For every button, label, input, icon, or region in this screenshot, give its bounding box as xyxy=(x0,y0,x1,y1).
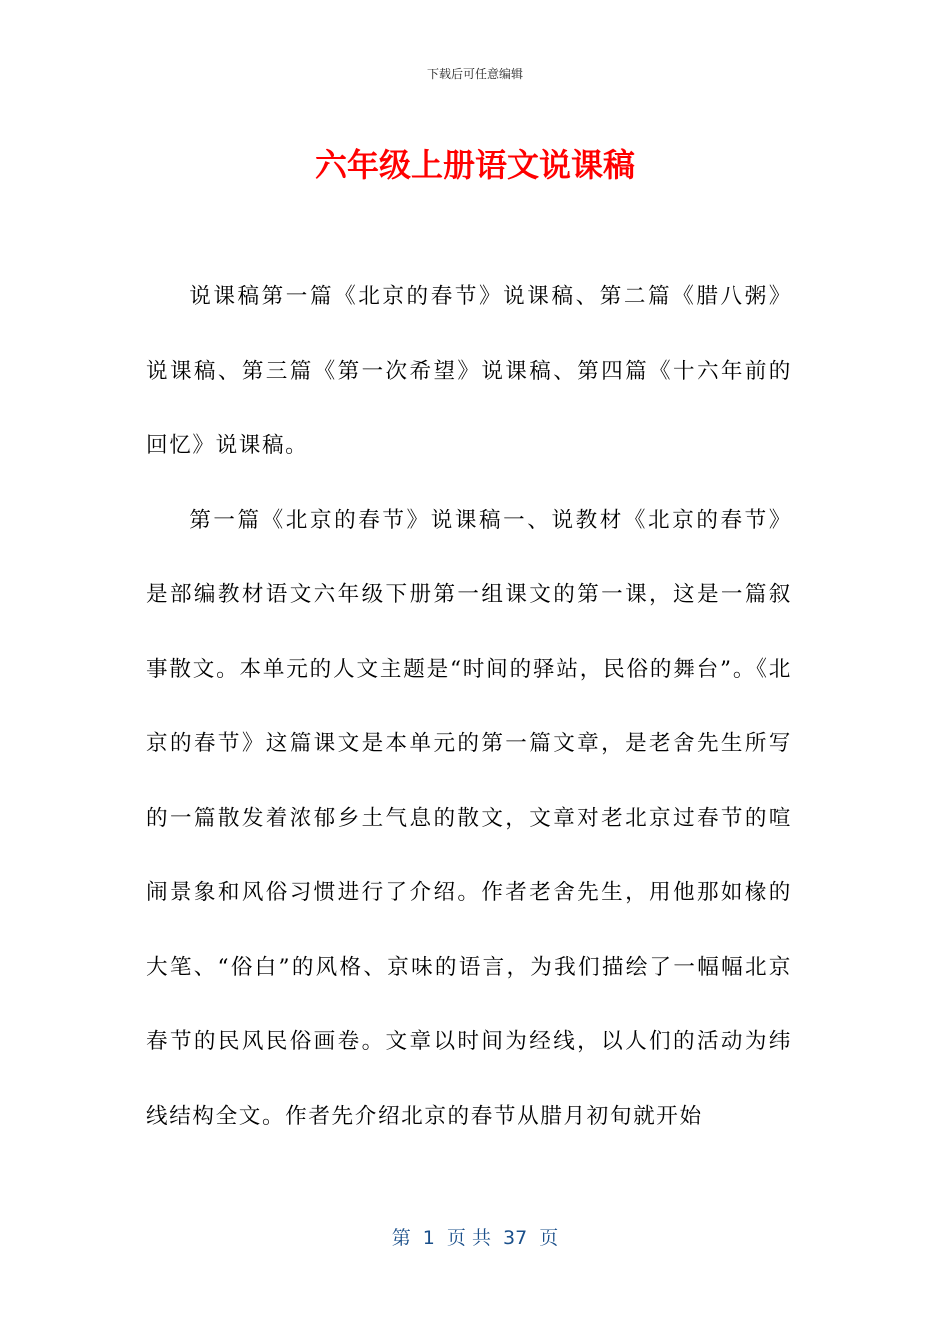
document-body xyxy=(146,260,792,1154)
paragraph-main: 第一篇《北京的春节》说课稿一、说教材《北京的春节》是部编教材语文六年级下册第一组课文的第一课，这是一篇叙事散文。本单元的人文主题是“时间的驿站，民俗的舞台”。《北京的春节》这篇课文是本单元的第一篇文章，是老舍先生所写的一篇散发着浓郁乡土气息的散文，文章对老北京过春节的喧闹景象和风俗习惯进行了介绍。作者老舍先生，用他那如椽的大笔、“俗白”的风格、京味的语言，为我们描绘了一幅幅北京春节的民风民俗画卷。文章以时间为经线，以人们的活动为纬线结构全文。作者先介绍北京的春节从腊月初旬就开始 xyxy=(146,507,792,1129)
document-title: 六年级上册语文说课稿 xyxy=(314,146,635,184)
page-number-footer: 第 1 页 共 37 页 xyxy=(391,1227,559,1249)
header-note: 下载后可任意编辑 xyxy=(426,67,523,81)
paragraph-intro: 说课稿第一篇《北京的春节》说课稿、第二篇《腊八粥》说课稿、第三篇《第一次希望》说课稿、第四篇《十六年前的回忆》说课稿。 xyxy=(146,284,792,458)
